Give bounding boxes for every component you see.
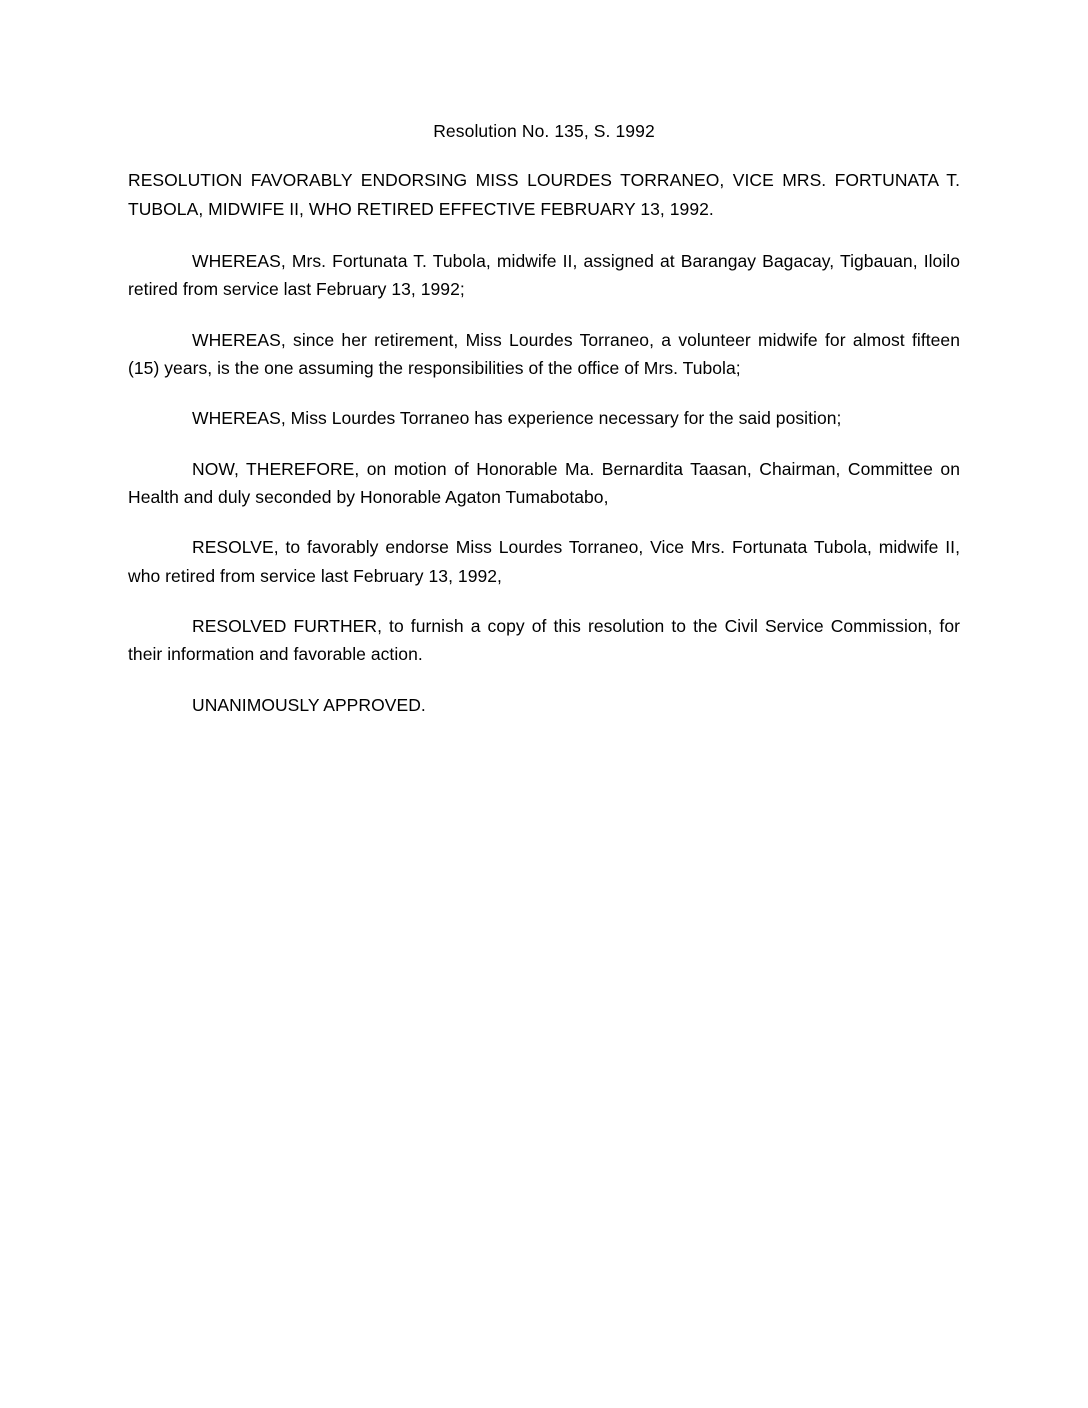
page-title: Resolution No. 135, S. 1992 [433,121,655,141]
resolution-subject: RESOLUTION FAVORABLY ENDORSING MISS LOURDES TORRANEO, VICE MRS. FORTUNATA T. TUBOLA, MIDWIFE II, WHO RETIRED EFFECTIVE FEBRUARY 13, 1992. [128,170,960,219]
paragraph-whereas-2: WHEREAS, since her retirement, Miss Lourdes Torraneo, a volunteer midwife for almost fifteen (15) years, is the one assuming the responsibilities of the office of Mrs. Tubola; [128,329,960,378]
paragraph-whereas-3: WHEREAS, Miss Lourdes Torraneo has experience necessary for the said position; [192,408,842,429]
paragraph-unanimously-approved: UNANIMOUSLY APPROVED. [192,694,426,715]
paragraph-resolved-further: RESOLVED FURTHER, to furnish a copy of this resolution to the Civil Service Commission, for their information and favorable action. [128,616,960,665]
paragraph-resolve: RESOLVE, to favorably endorse Miss Lourdes Torraneo, Vice Mrs. Fortunata Tubola, midwife II, who retired from service last February 13, 1992, [128,537,960,586]
paragraph-now-therefore: NOW, THEREFORE, on motion of Honorable Ma. Bernardita Taasan, Chairman, Committee on Health and duly seconded by Honorable Agaton Tumabotabo, [128,458,960,507]
paragraph-whereas-1: WHEREAS, Mrs. Fortunata T. Tubola, midwife II, assigned at Barangay Bagacay, Tigbauan, Iloilo retired from service last February 13, 1992; [128,250,960,300]
